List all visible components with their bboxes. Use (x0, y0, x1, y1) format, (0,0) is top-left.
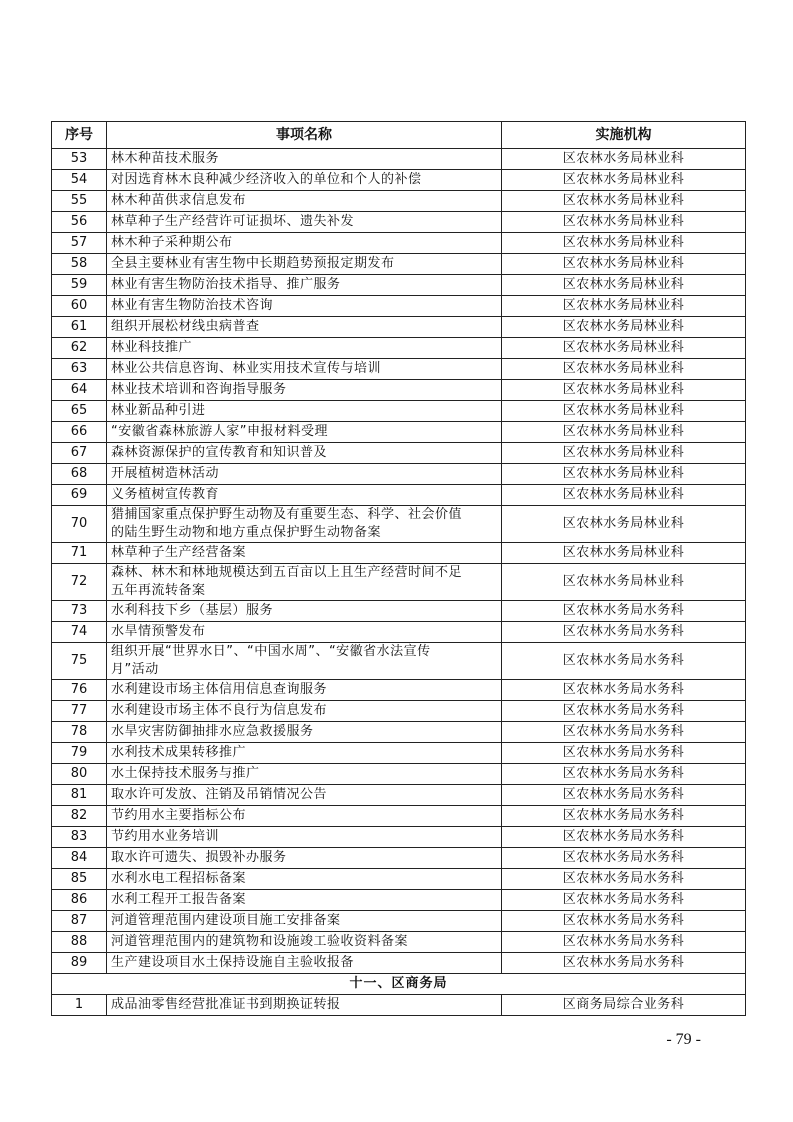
row-name: 河道管理范围内建设项目施工安排备案 (107, 911, 502, 932)
row-num: 65 (52, 401, 107, 422)
row-num: 71 (52, 543, 107, 564)
row-num: 58 (52, 254, 107, 275)
row-name: 林业有害生物防治技术咨询 (107, 296, 502, 317)
row-name: 林木种苗技术服务 (107, 149, 502, 170)
row-name: 生产建设项目水土保持设施自主验收报备 (107, 953, 502, 974)
row-num: 54 (52, 170, 107, 191)
table-row (52, 212, 746, 233)
row-name: 林草种子生产经营备案 (107, 543, 502, 564)
table-row (52, 485, 746, 506)
row-org: 区农林水务局林业科 (502, 464, 746, 485)
row-org: 区农林水务局林业科 (502, 443, 746, 464)
row-num: 53 (52, 149, 107, 170)
row-org: 区农林水务局水务科 (502, 932, 746, 953)
row-name: 组织开展“世界水日”、“中国水周”、“安徽省水法宣传 月”活动 (107, 643, 502, 680)
row-num: 79 (52, 743, 107, 764)
table-row (52, 622, 746, 643)
row-name: 林业技术培训和咨询指导服务 (107, 380, 502, 401)
table-row (52, 601, 746, 622)
table-row (52, 953, 746, 974)
table-row (52, 701, 746, 722)
row-org: 区农林水务局水务科 (502, 722, 746, 743)
row-name: 森林、林木和林地规模达到五百亩以上且生产经营时间不足 五年再流转备案 (107, 564, 502, 601)
row-org: 区农林水务局水务科 (502, 806, 746, 827)
row-name: 林草种子生产经营许可证损坏、遗失补发 (107, 212, 502, 233)
row-org: 区农林水务局林业科 (502, 564, 746, 601)
row-name: 林木种子采种期公布 (107, 233, 502, 254)
row-name: 林业新品种引进 (107, 401, 502, 422)
row-org: 区农林水务局林业科 (502, 380, 746, 401)
row-num: 62 (52, 338, 107, 359)
row-name: 义务植树宣传教育 (107, 485, 502, 506)
row-num: 80 (52, 764, 107, 785)
table-row (52, 543, 746, 564)
service-items-table (51, 121, 746, 1016)
row-num: 1 (52, 995, 107, 1016)
table-row (52, 806, 746, 827)
table-row (52, 401, 746, 422)
row-org: 区农林水务局林业科 (502, 317, 746, 338)
row-name: 取水许可遗失、损毁补办服务 (107, 848, 502, 869)
row-num: 73 (52, 601, 107, 622)
section-title: 十一、区商务局 (52, 974, 746, 995)
section-header-row (52, 974, 746, 995)
row-num: 59 (52, 275, 107, 296)
table-row (52, 827, 746, 848)
row-org: 区农林水务局水务科 (502, 643, 746, 680)
table-row (52, 422, 746, 443)
row-name: 取水许可发放、注销及吊销情况公告 (107, 785, 502, 806)
header-num: 序号 (52, 122, 107, 149)
table-row (52, 848, 746, 869)
table-row (52, 911, 746, 932)
row-num: 63 (52, 359, 107, 380)
row-org: 区农林水务局水务科 (502, 890, 746, 911)
row-org: 区农林水务局水务科 (502, 743, 746, 764)
row-name: 水利水电工程招标备案 (107, 869, 502, 890)
row-org: 区农林水务局水务科 (502, 764, 746, 785)
row-name: 河道管理范围内的建筑物和设施竣工验收资料备案 (107, 932, 502, 953)
row-org: 区农林水务局水务科 (502, 848, 746, 869)
row-name: 水利科技下乡（基层）服务 (107, 601, 502, 622)
row-num: 57 (52, 233, 107, 254)
table-row (52, 191, 746, 212)
row-org: 区农林水务局林业科 (502, 401, 746, 422)
row-org: 区农林水务局水务科 (502, 911, 746, 932)
row-name: 猎捕国家重点保护野生动物及有重要生态、科学、社会价值 的陆生野生动物和地方重点保护野生动物备案 (107, 506, 502, 543)
table-header-row (52, 122, 746, 149)
table-body-multiline (52, 506, 746, 680)
row-name: 组织开展松材线虫病普查 (107, 317, 502, 338)
row-org: 区农林水务局水务科 (502, 622, 746, 643)
row-num: 64 (52, 380, 107, 401)
row-name: 水利建设市场主体信用信息查询服务 (107, 680, 502, 701)
table-body-commerce (52, 974, 746, 1016)
table-row (52, 317, 746, 338)
row-org: 区农林水务局林业科 (502, 233, 746, 254)
row-num: 74 (52, 622, 107, 643)
table-row (52, 296, 746, 317)
row-org: 区农林水务局水务科 (502, 601, 746, 622)
header-name: 事项名称 (107, 122, 502, 149)
table-row (52, 643, 746, 680)
row-num: 70 (52, 506, 107, 543)
row-org: 区农林水务局林业科 (502, 296, 746, 317)
row-org: 区农林水务局林业科 (502, 254, 746, 275)
table-row (52, 785, 746, 806)
row-name: 林业公共信息咨询、林业实用技术宣传与培训 (107, 359, 502, 380)
table-row (52, 275, 746, 296)
row-org: 区农林水务局水务科 (502, 869, 746, 890)
row-num: 66 (52, 422, 107, 443)
row-org: 区农林水务局水务科 (502, 953, 746, 974)
row-num: 68 (52, 464, 107, 485)
row-num: 76 (52, 680, 107, 701)
row-org: 区农林水务局林业科 (502, 359, 746, 380)
row-org: 区农林水务局林业科 (502, 543, 746, 564)
row-org: 区农林水务局林业科 (502, 485, 746, 506)
table-row (52, 464, 746, 485)
row-num: 86 (52, 890, 107, 911)
row-num: 75 (52, 643, 107, 680)
row-num: 60 (52, 296, 107, 317)
row-org: 区农林水务局林业科 (502, 149, 746, 170)
row-name: 林业有害生物防治技术指导、推广服务 (107, 275, 502, 296)
table-row (52, 338, 746, 359)
table-row (52, 149, 746, 170)
table-body-water (52, 680, 746, 974)
row-num: 88 (52, 932, 107, 953)
row-org: 区农林水务局水务科 (502, 701, 746, 722)
row-num: 55 (52, 191, 107, 212)
row-org: 区农林水务局水务科 (502, 827, 746, 848)
table-row (52, 869, 746, 890)
row-name: 水利技术成果转移推广 (107, 743, 502, 764)
table-row (52, 743, 746, 764)
row-name: 全县主要林业有害生物中长期趋势预报定期发布 (107, 254, 502, 275)
table-body-forestry (52, 149, 746, 506)
table-row (52, 680, 746, 701)
row-num: 72 (52, 564, 107, 601)
row-name: 林木种苗供求信息发布 (107, 191, 502, 212)
table-row (52, 380, 746, 401)
table-row (52, 443, 746, 464)
row-num: 83 (52, 827, 107, 848)
row-name: “安徽省森林旅游人家”申报材料受理 (107, 422, 502, 443)
table-row (52, 722, 746, 743)
row-org: 区农林水务局水务科 (502, 785, 746, 806)
row-org: 区农林水务局林业科 (502, 506, 746, 543)
row-num: 87 (52, 911, 107, 932)
row-num: 77 (52, 701, 107, 722)
row-num: 82 (52, 806, 107, 827)
table-row (52, 170, 746, 191)
header-org: 实施机构 (502, 122, 746, 149)
table-row (52, 564, 746, 601)
table-row (52, 995, 746, 1016)
table-row (52, 506, 746, 543)
table-row (52, 233, 746, 254)
row-name: 水土保持技术服务与推广 (107, 764, 502, 785)
row-num: 85 (52, 869, 107, 890)
row-name: 林业科技推广 (107, 338, 502, 359)
row-name: 水利建设市场主体不良行为信息发布 (107, 701, 502, 722)
table-row (52, 890, 746, 911)
row-num: 78 (52, 722, 107, 743)
table-row (52, 764, 746, 785)
row-name: 成品油零售经营批准证书到期换证转报 (107, 995, 502, 1016)
row-org: 区农林水务局水务科 (502, 680, 746, 701)
row-name: 对因选育林木良种减少经济收入的单位和个人的补偿 (107, 170, 502, 191)
row-org: 区农林水务局林业科 (502, 191, 746, 212)
table-row (52, 932, 746, 953)
row-num: 56 (52, 212, 107, 233)
row-num: 61 (52, 317, 107, 338)
row-num: 67 (52, 443, 107, 464)
row-num: 69 (52, 485, 107, 506)
row-org: 区农林水务局林业科 (502, 212, 746, 233)
table-row (52, 359, 746, 380)
row-org: 区农林水务局林业科 (502, 170, 746, 191)
table-row (52, 254, 746, 275)
row-name: 节约用水主要指标公布 (107, 806, 502, 827)
row-name: 开展植树造林活动 (107, 464, 502, 485)
row-num: 81 (52, 785, 107, 806)
row-name: 水利工程开工报告备案 (107, 890, 502, 911)
row-num: 84 (52, 848, 107, 869)
row-name: 水旱灾害防御抽排水应急救援服务 (107, 722, 502, 743)
row-name: 森林资源保护的宣传教育和知识普及 (107, 443, 502, 464)
row-num: 89 (52, 953, 107, 974)
row-name: 水旱情预警发布 (107, 622, 502, 643)
row-org: 区商务局综合业务科 (502, 995, 746, 1016)
row-name: 节约用水业务培训 (107, 827, 502, 848)
row-org: 区农林水务局林业科 (502, 422, 746, 443)
row-org: 区农林水务局林业科 (502, 338, 746, 359)
page-number: - 79 - (666, 1031, 701, 1048)
row-org: 区农林水务局林业科 (502, 275, 746, 296)
